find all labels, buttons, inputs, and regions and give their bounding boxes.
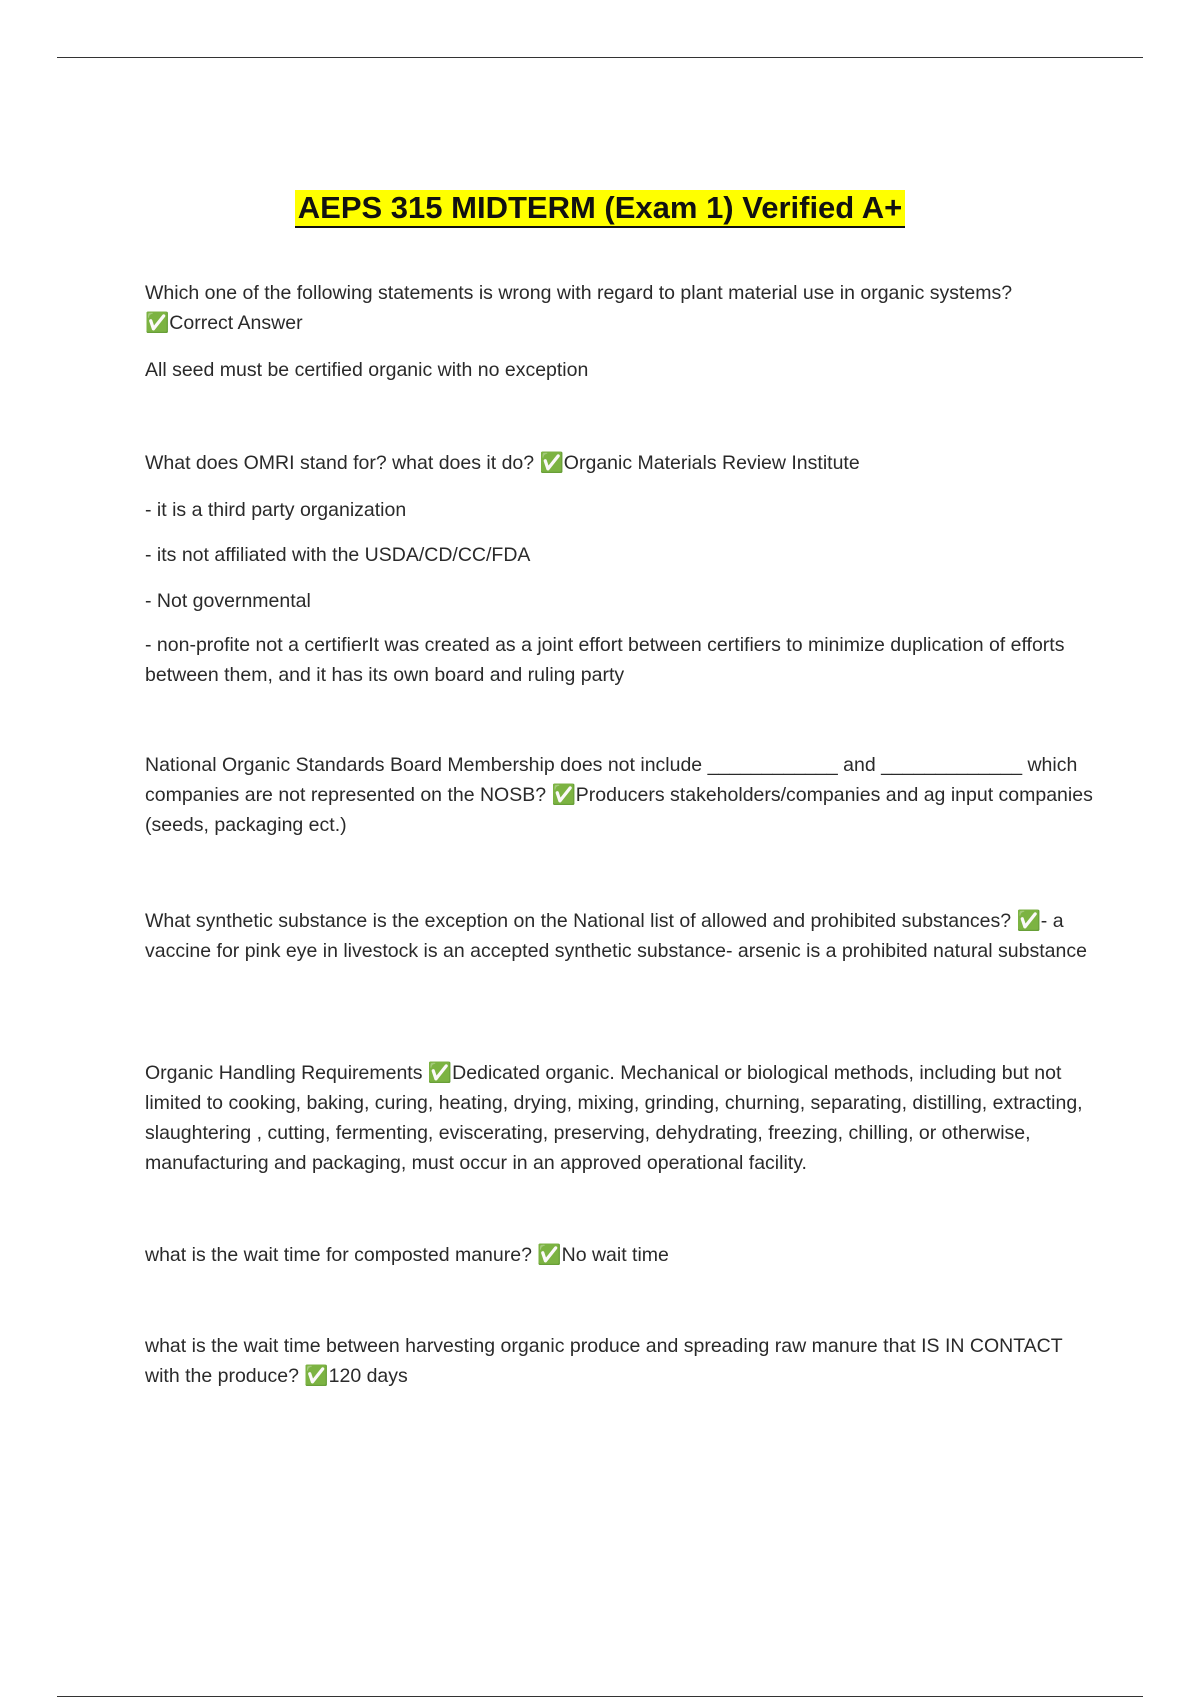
omri-bullet-2: - its not affiliated with the USDA/CD/CC/FDA — [145, 544, 531, 566]
document-title: AEPS 315 MIDTERM (Exam 1) Verified A+ — [295, 190, 905, 228]
question-omri: What does OMRI stand for? what does it do? ✅Organic Materials Review Institute — [145, 452, 860, 474]
question-nosb: National Organic Standards Board Membership does not include ____________ and _____________ which companies are not represented on the NOSB? ✅Producers stakeholders/companies and ag input companies (seeds, packaging ect.) — [145, 754, 1093, 836]
question-raw-manure: what is the wait time between harvesting organic produce and spreading raw manure that IS IN CONTACT with the produce? ✅120 days — [145, 1335, 1063, 1387]
question-handling: Organic Handling Requirements ✅Dedicated organic. Mechanical or biological methods, including but not limited to cooking, baking, curing, heating, drying, mixing, grinding, churning, separating, distilling, extracting, slaughtering , cutting, fermenting, eviscerating, preserving, dehydrating, freezing, chilling, or otherwise, manufacturing and packaging, must occur in an approved operational facility. — [145, 1062, 1083, 1174]
omri-bullet-3: - Not governmental — [145, 590, 311, 612]
title-container — [0, 190, 1200, 228]
bottom-rule — [57, 1696, 1143, 1697]
question-synthetic: What synthetic substance is the exception on the National list of allowed and prohibited substances? ✅- a vaccine for pink eye in livestock is an accepted synthetic substance- arsenic is a prohibited natural substance — [145, 910, 1087, 962]
omri-bullet-1: - it is a third party organization — [145, 499, 407, 521]
answer-plant-material: All seed must be certified organic with no exception — [145, 359, 589, 381]
question-composted-manure: what is the wait time for composted manure? ✅No wait time — [145, 1244, 669, 1266]
top-rule — [57, 57, 1143, 58]
omri-bullet-4: - non-profite not a certifierIt was created as a joint effort between certifiers to minimize duplication of efforts between them, and it has its own board and ruling party — [145, 634, 1065, 686]
question-plant-material: Which one of the following statements is wrong with regard to plant material use in organic systems? ✅Correct Answer — [145, 282, 1013, 334]
